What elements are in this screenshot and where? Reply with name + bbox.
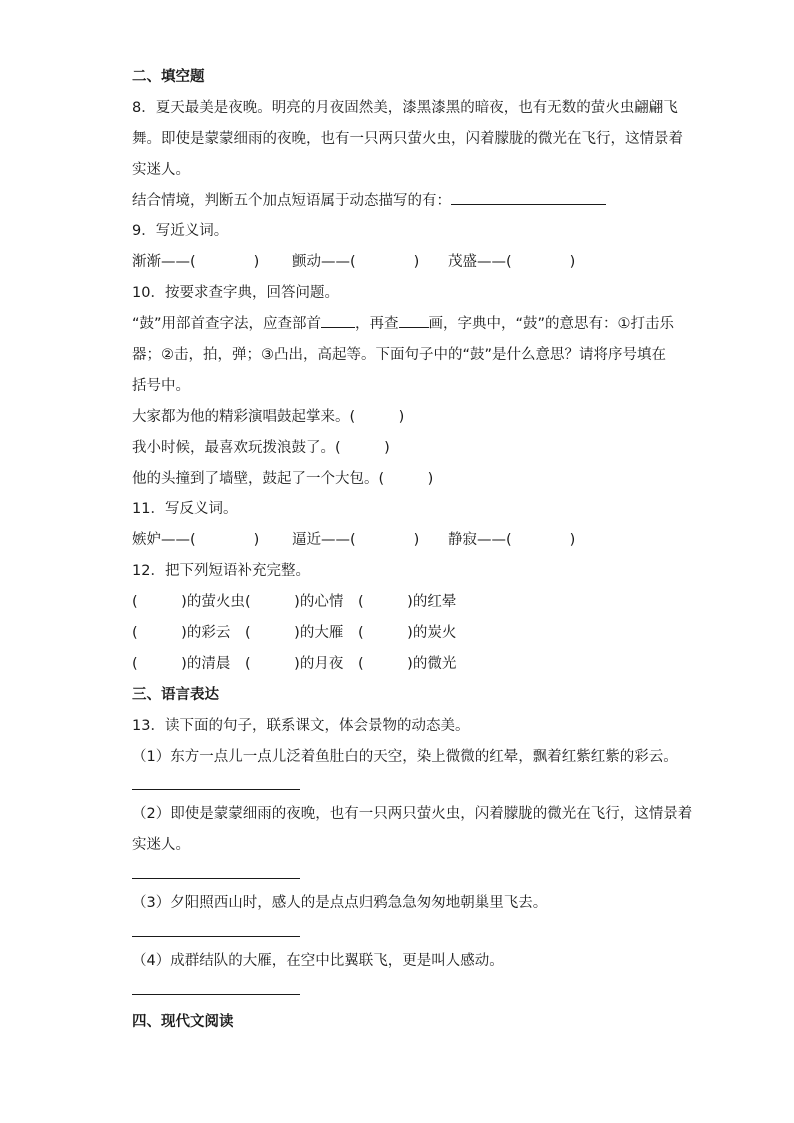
q10-line-1 xyxy=(132,309,675,340)
q9-item-3[interactable]: 茂盛——( ) xyxy=(448,254,576,271)
q8-prompt-text: 结合情境，判断五个加点短语属于动态描写的有： xyxy=(132,192,451,209)
section-2-title: 二、填空题 xyxy=(132,69,205,85)
q13-answer-line-4[interactable] xyxy=(132,994,300,995)
section-4-title: 四、现代文阅读 xyxy=(132,1014,234,1031)
q10-sentence-1[interactable]: 大家都为他的精彩演唱鼓起掌来。( ) xyxy=(132,408,405,425)
q12-item[interactable]: ( )的清晨 xyxy=(132,655,231,672)
q8-line-2: 舞。即使是蒙蒙细雨的夜晚，也有一只两只萤火虫，闪着朦胧的微光在飞行，这情景着 xyxy=(132,130,683,147)
q10-text-b: ，再查 xyxy=(355,316,399,333)
q12-row-2 xyxy=(132,618,672,649)
q11-item-3[interactable]: 静寂——( ) xyxy=(448,532,576,549)
q12-item[interactable]: ( )的彩云 xyxy=(132,625,231,642)
q13-part-2-line-1: （2）即使是蒙蒙细雨的夜晚，也有一只两只萤火虫，闪着朦胧的微光在飞行，这情景着 xyxy=(132,806,693,823)
q8-prompt xyxy=(132,186,672,217)
q13-answer-line-2[interactable] xyxy=(132,878,300,879)
q8-line-1: 8．夏天最美是夜晚。明亮的月夜固然美，漆黑漆黑的暗夜，也有无数的萤火虫翩翩飞 xyxy=(132,99,678,116)
q11-item-2[interactable]: 逼近——( ) xyxy=(292,532,420,549)
q13-part-1: （1）东方一点儿一点儿泛着鱼肚白的天空，染上微微的红晕，飘着红紫红紫的彩云。 xyxy=(132,748,678,765)
q10-line-2: 器；②击，拍，弹；③凸出，高起等。下面句子中的“鼓”是什么意思？请将序号填在 xyxy=(132,347,667,364)
q12-title: 12．把下列短语补充完整。 xyxy=(132,563,310,580)
q10-strokes-blank[interactable] xyxy=(399,313,429,328)
q12-item[interactable]: ( )的红晕 xyxy=(358,594,457,611)
q10-text-c: 画，字典中，“鼓”的意思有：①打击乐 xyxy=(428,316,675,333)
q8-answer-blank[interactable] xyxy=(451,190,606,205)
q9-title: 9．写近义词。 xyxy=(132,223,229,240)
q11-title: 11．写反义词。 xyxy=(132,501,238,518)
q10-radical-blank[interactable] xyxy=(321,313,355,328)
q11-item-1[interactable]: 嫉妒——( ) xyxy=(132,532,260,549)
q13-part-2-line-2: 实迷人。 xyxy=(132,837,190,854)
q12-item[interactable]: ( )的炭火 xyxy=(358,625,457,642)
q13-answer-line-3[interactable] xyxy=(132,936,300,937)
section-3-title: 三、语言表达 xyxy=(132,686,219,703)
q12-row-3 xyxy=(132,649,672,680)
q12-row-1 xyxy=(132,587,672,618)
q13-part-3: （3）夕阳照西山时，感人的是点点归鸦急急匆匆地朝巢里飞去。 xyxy=(132,895,548,912)
q12-item[interactable]: ( )的大雁 xyxy=(245,625,344,642)
q12-item[interactable]: ( )的微光 xyxy=(358,655,457,672)
q10-text-a: “鼓”用部首查字法，应查部首 xyxy=(132,316,322,333)
q10-line-3: 括号中。 xyxy=(132,377,190,394)
worksheet-page xyxy=(132,62,693,1038)
q8-line-3: 实迷人。 xyxy=(132,161,190,178)
q9-items xyxy=(132,247,672,278)
q12-item[interactable]: ( )的心情 xyxy=(245,594,344,611)
q9-item-1[interactable]: 渐渐——( ) xyxy=(132,254,260,271)
q13-title: 13．读下面的句子，联系课文，体会景物的动态美。 xyxy=(132,717,470,734)
q10-sentence-2[interactable]: 我小时候，最喜欢玩拨浪鼓了。( ) xyxy=(132,439,390,456)
q13-part-4: （4）成群结队的大雁，在空中比翼联飞，更是叫人感动。 xyxy=(132,953,504,970)
q9-item-2[interactable]: 颤动——( ) xyxy=(292,254,420,271)
q12-item[interactable]: ( )的月夜 xyxy=(245,655,344,672)
q12-item[interactable]: ( )的萤火虫 xyxy=(132,594,245,611)
q13-answer-line-1[interactable] xyxy=(132,789,300,790)
q10-title: 10．按要求查字典，回答问题。 xyxy=(132,285,339,302)
q11-items xyxy=(132,525,672,556)
q10-sentence-3[interactable]: 他的头撞到了墙壁，鼓起了一个大包。( ) xyxy=(132,470,434,487)
